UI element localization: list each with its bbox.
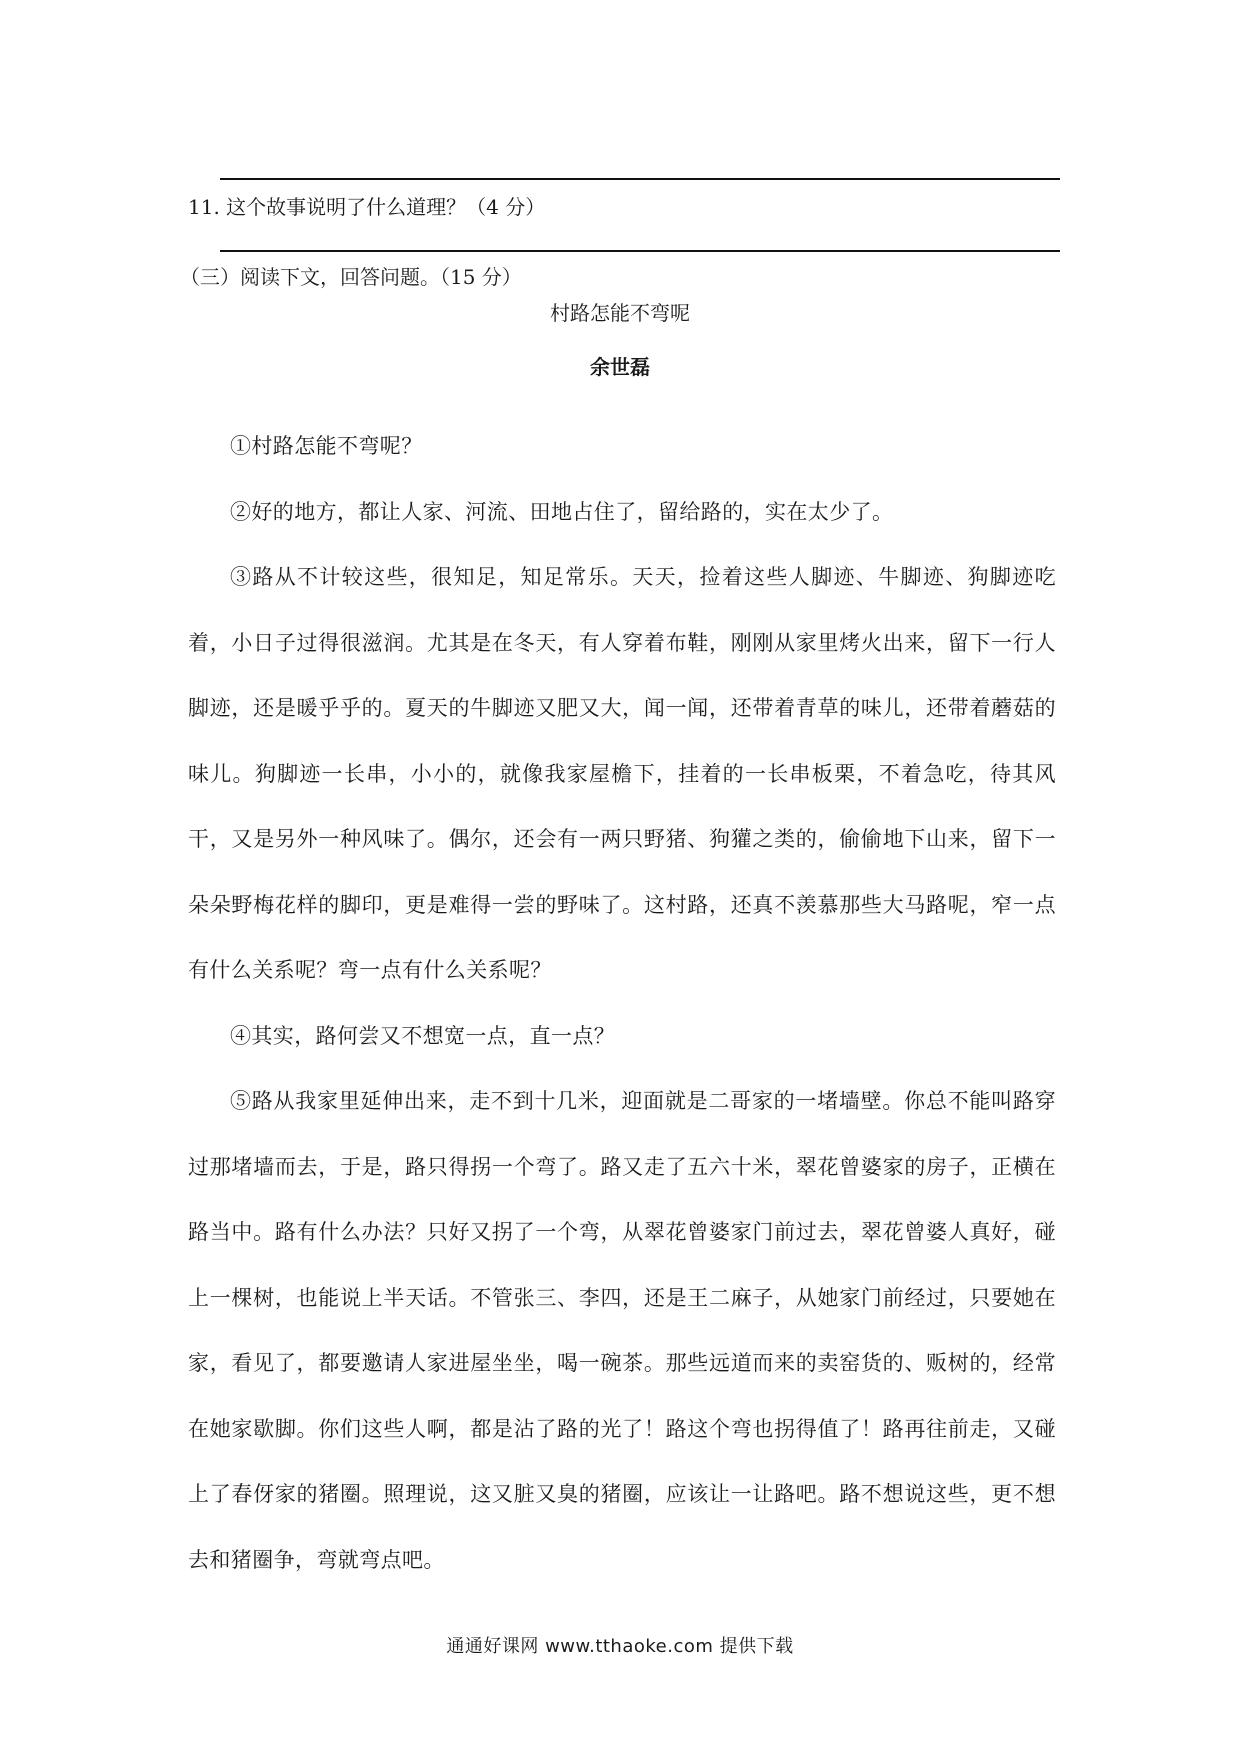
- answer-line: [220, 250, 1060, 252]
- paragraph-1: ①村路怎能不弯呢？: [230, 434, 423, 458]
- section-heading: （三）阅读下文，回答问题。（15 分）: [180, 265, 522, 289]
- page-footer: 通通好课网 www.tthaoke.com 提供下载: [446, 1636, 794, 1657]
- paragraph-4: ④其实，路何尝又不想宽一点，直一点？: [230, 1023, 616, 1048]
- paragraph-3: ③路从不计较这些，很知足，知足常乐。天天，捡着这些人脚迹、牛脚迹、狗脚迹吃着，小日子过得很滋润。尤其是在冬天，有人穿着布鞋，刚刚从家里烤火出来，留下一行人脚迹，还是暖乎乎的。夏天的牛脚迹又肥又大，闻一闻，还带着青草的味儿，还带着蘑菇的味儿。狗脚迹一长串，小小的，就像我家屋檐下，挂着的一长串板栗，不着急吃，待其风干，又是另外一种风味了。偶尔，还会有一两只野猪、狗獾之类的，偷偷地下山来，留下一朵朵野梅花样的脚印，更是难得一尝的野味了。这村路，还真不羡慕那些大马路呢，窄一点有什么关系呢？弯一点有什么关系呢？: [188, 565, 1056, 982]
- paragraph-2: ②好的地方，都让人家、河流、田地占住了，留给路的，实在太少了。: [230, 499, 894, 524]
- question-11: 11. 这个故事说明了什么道理？（4 分）: [188, 195, 546, 219]
- article-author: 余世磊: [590, 355, 650, 379]
- article-title: 村路怎能不弯呢: [550, 301, 690, 325]
- article-body: [188, 414, 1056, 1593]
- paragraph-5: ⑤路从我家里延伸出来，走不到十几米，迎面就是二哥家的一堵墙壁。你总不能叫路穿过那堵墙而去，于是，路只得拐一个弯了。路又走了五六十米，翠花曾婆家的房子，正横在路当中。路有什么办法？只好又拐了一个弯，从翠花曾婆家门前过去，翠花曾婆人真好，碰上一棵树，也能说上半天话。不管张三、李四，还是王二麻子，从她家门前经过，只要她在家，看见了，都要邀请人家进屋坐坐，喝一碗茶。那些远道而来的卖窑货的、贩树的，经常在她家歇脚。你们这些人啊，都是沾了路的光了！路这个弯也拐得值了！路再往前走，又碰上了春伢家的猪圈。照理说，这又脏又臭的猪圈，应该让一让路吧。路不想说这些，更不想去和猪圈争，弯就弯点吧。: [188, 1089, 1056, 1572]
- answer-line: [220, 178, 1060, 180]
